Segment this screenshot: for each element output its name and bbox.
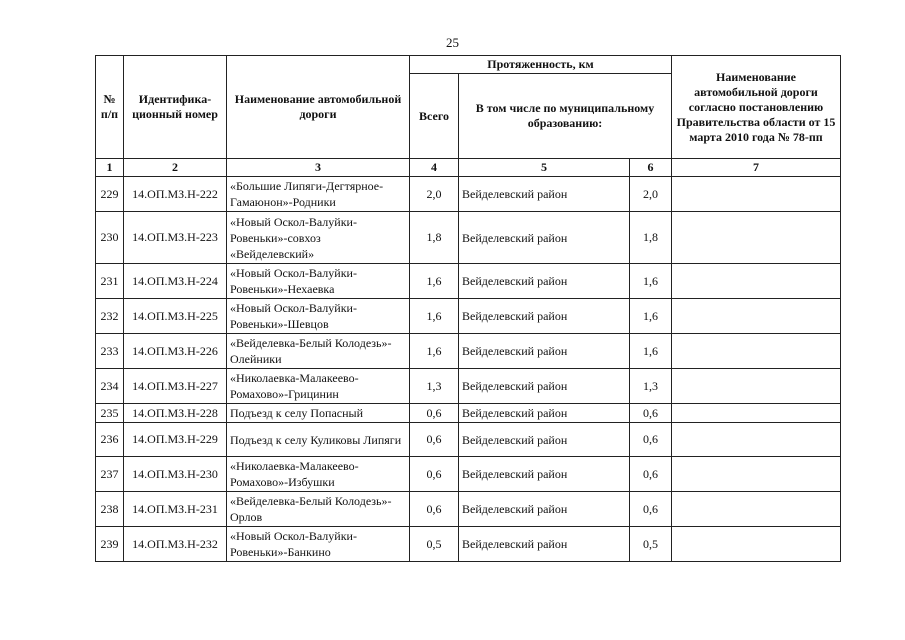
row-municipal-length: 1,6 (630, 264, 672, 299)
row-total-length: 1,3 (410, 369, 459, 404)
row-decree-name (672, 369, 841, 404)
column-index: 4 (410, 159, 459, 177)
row-number: 238 (96, 492, 124, 527)
row-ident: 14.ОП.МЗ.Н-227 (124, 369, 227, 404)
column-index: 6 (630, 159, 672, 177)
row-ident: 14.ОП.МЗ.Н-232 (124, 527, 227, 562)
row-municipal-length: 0,6 (630, 457, 672, 492)
row-number: 233 (96, 334, 124, 369)
row-municipality: Вейделевский район (459, 527, 630, 562)
row-road-name: «Николаевка-Малакеево-Ромахово»-Избушки (227, 457, 410, 492)
column-index: 5 (459, 159, 630, 177)
row-total-length: 1,6 (410, 334, 459, 369)
row-number: 235 (96, 404, 124, 423)
row-municipal-length: 1,3 (630, 369, 672, 404)
row-ident: 14.ОП.МЗ.Н-231 (124, 492, 227, 527)
row-decree-name (672, 492, 841, 527)
page-number: 25 (446, 35, 459, 50)
column-index: 2 (124, 159, 227, 177)
row-municipality: Вейделевский район (459, 492, 630, 527)
row-decree-name (672, 177, 841, 212)
table-body (96, 177, 841, 562)
table-row (96, 299, 841, 334)
column-index: 1 (96, 159, 124, 177)
row-total-length: 0,5 (410, 527, 459, 562)
roads-table (95, 55, 841, 562)
row-road-name: «Новый Оскол-Валуйки-Ровеньки»-Банкино (227, 527, 410, 562)
row-municipality: Вейделевский район (459, 212, 630, 264)
row-ident: 14.ОП.МЗ.Н-224 (124, 264, 227, 299)
row-road-name: «Новый Оскол-Валуйки-Ровеньки»-совхоз «Вейделевский» (227, 212, 410, 264)
row-total-length: 1,6 (410, 299, 459, 334)
table-row (96, 423, 841, 457)
header-name: Наименование автомобильной дороги (227, 56, 410, 159)
row-ident: 14.ОП.МЗ.Н-226 (124, 334, 227, 369)
row-number: 231 (96, 264, 124, 299)
row-decree-name (672, 404, 841, 423)
row-total-length: 0,6 (410, 492, 459, 527)
row-road-name: «Вейделевка-Белый Колодезь»-Олейники (227, 334, 410, 369)
table-row (96, 212, 841, 264)
row-number: 239 (96, 527, 124, 562)
table-row (96, 527, 841, 562)
row-municipal-length: 0,6 (630, 423, 672, 457)
row-total-length: 0,6 (410, 457, 459, 492)
row-municipal-length: 1,6 (630, 299, 672, 334)
table-row (96, 177, 841, 212)
row-decree-name (672, 334, 841, 369)
row-total-length: 0,6 (410, 423, 459, 457)
row-number: 234 (96, 369, 124, 404)
row-ident: 14.ОП.МЗ.Н-228 (124, 404, 227, 423)
row-road-name: Подъезд к селу Куликовы Липяги (227, 423, 410, 457)
row-road-name: «Новый Оскол-Валуйки-Ровеньки»-Нехаевка (227, 264, 410, 299)
header-total: Всего (410, 74, 459, 159)
row-municipal-length: 1,6 (630, 334, 672, 369)
table-row (96, 264, 841, 299)
row-ident: 14.ОП.МЗ.Н-223 (124, 212, 227, 264)
row-municipality: Вейделевский район (459, 404, 630, 423)
row-decree-name (672, 527, 841, 562)
header-ident: Идентифика-ционный номер (124, 56, 227, 159)
row-municipality: Вейделевский район (459, 177, 630, 212)
row-decree-name (672, 299, 841, 334)
row-municipality: Вейделевский район (459, 264, 630, 299)
row-municipal-length: 1,8 (630, 212, 672, 264)
row-ident: 14.ОП.МЗ.Н-222 (124, 177, 227, 212)
row-decree-name (672, 423, 841, 457)
row-municipality: Вейделевский район (459, 334, 630, 369)
row-ident: 14.ОП.МЗ.Н-229 (124, 423, 227, 457)
row-total-length: 1,8 (410, 212, 459, 264)
row-ident: 14.ОП.МЗ.Н-225 (124, 299, 227, 334)
row-decree-name (672, 212, 841, 264)
table-header (96, 56, 841, 177)
row-number: 229 (96, 177, 124, 212)
header-length-group: Протяженность, км (410, 56, 672, 74)
row-road-name: «Николаевка-Малакеево-Ромахово»-Грицинин (227, 369, 410, 404)
row-number: 236 (96, 423, 124, 457)
header-decree: Наименование автомобильной дороги согласно постановлению Правительства области от 15 марта 2010 года № 78-пп (672, 56, 841, 159)
table-row (96, 457, 841, 492)
row-total-length: 0,6 (410, 404, 459, 423)
row-total-length: 2,0 (410, 177, 459, 212)
row-road-name: Подъезд к селу Попасный (227, 404, 410, 423)
table-row (96, 492, 841, 527)
row-municipality: Вейделевский район (459, 369, 630, 404)
row-road-name: «Вейделевка-Белый Колодезь»-Орлов (227, 492, 410, 527)
row-ident: 14.ОП.МЗ.Н-230 (124, 457, 227, 492)
row-number: 232 (96, 299, 124, 334)
row-decree-name (672, 457, 841, 492)
row-municipal-length: 0,5 (630, 527, 672, 562)
row-number: 230 (96, 212, 124, 264)
table-row (96, 334, 841, 369)
row-number: 237 (96, 457, 124, 492)
column-index-row (96, 159, 841, 177)
row-decree-name (672, 264, 841, 299)
row-municipality: Вейделевский район (459, 423, 630, 457)
row-road-name: «Большие Липяги-Дегтярное-Гамаюнон»-Родники (227, 177, 410, 212)
row-municipality: Вейделевский район (459, 299, 630, 334)
row-total-length: 1,6 (410, 264, 459, 299)
header-incl: В том числе по муниципальному образованию: (459, 74, 672, 159)
header-num: № п/п (96, 56, 124, 159)
row-municipal-length: 0,6 (630, 492, 672, 527)
row-municipal-length: 2,0 (630, 177, 672, 212)
table-row (96, 369, 841, 404)
row-municipal-length: 0,6 (630, 404, 672, 423)
column-index: 3 (227, 159, 410, 177)
column-index: 7 (672, 159, 841, 177)
table-row (96, 404, 841, 423)
row-municipality: Вейделевский район (459, 457, 630, 492)
row-road-name: «Новый Оскол-Валуйки-Ровеньки»-Шевцов (227, 299, 410, 334)
